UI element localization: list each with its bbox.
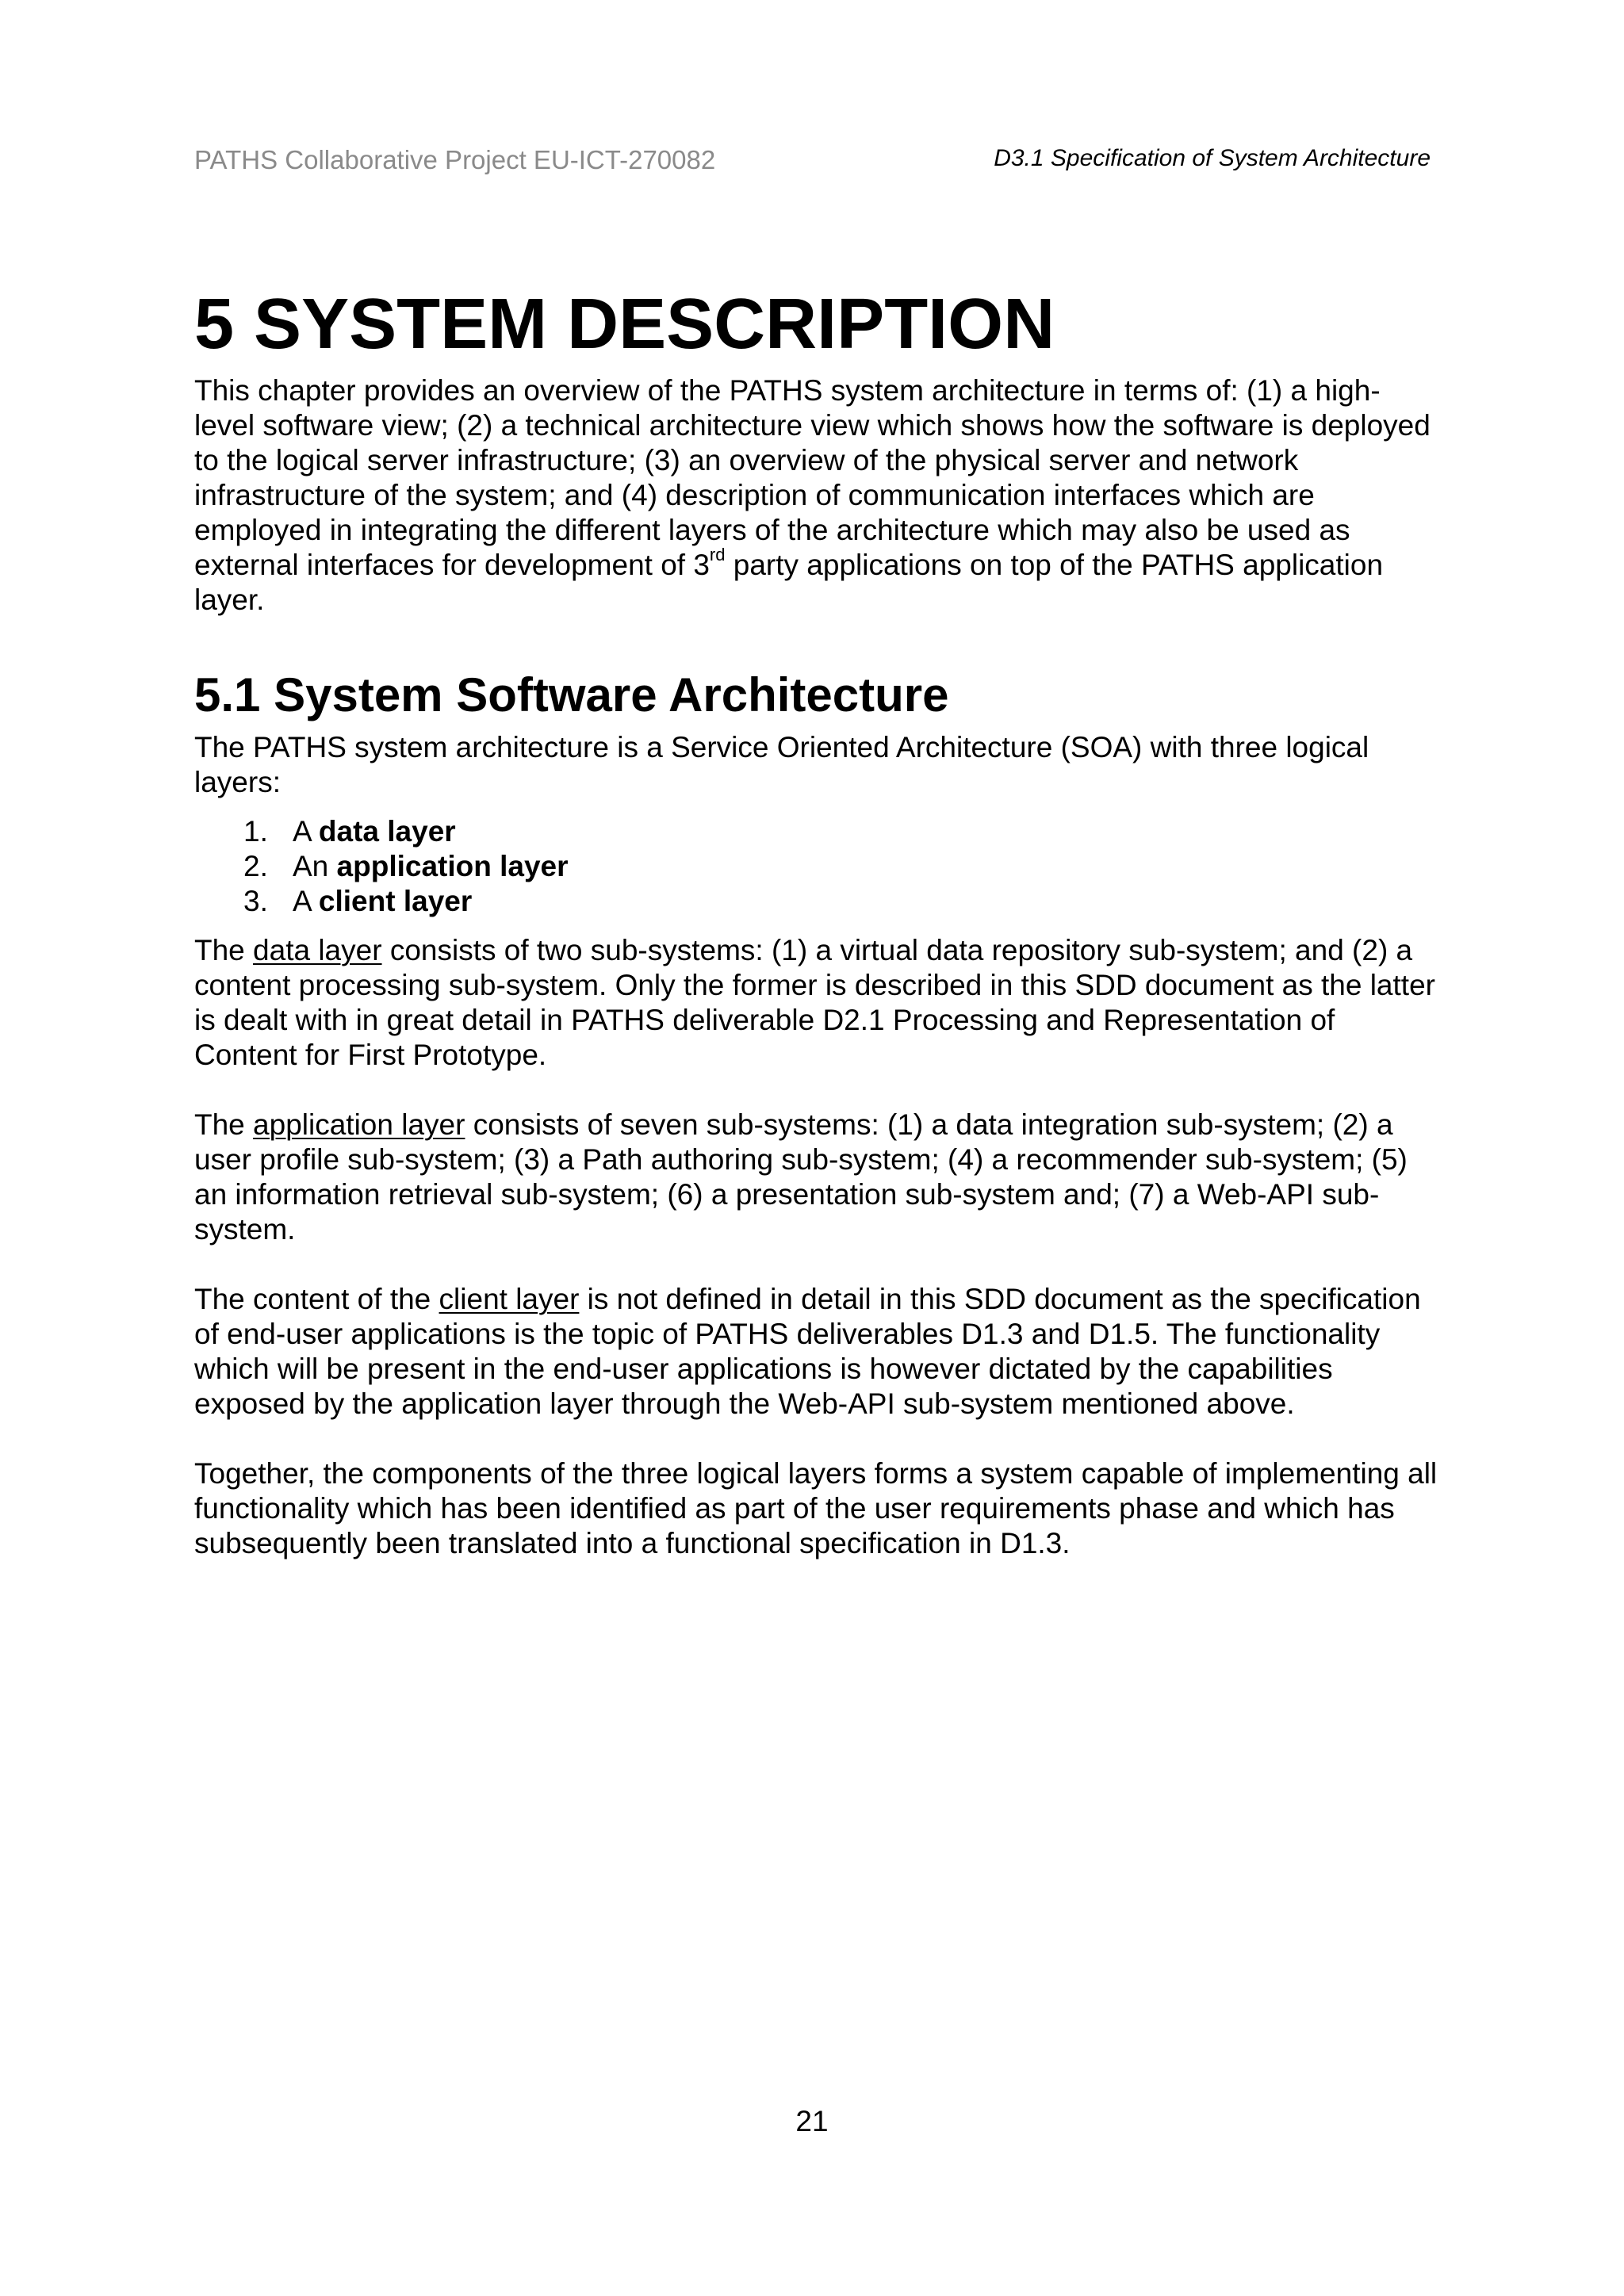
layer-list xyxy=(194,814,1439,919)
page-number: 21 xyxy=(795,2105,829,2137)
list-prefix: A xyxy=(293,885,319,917)
paragraph-text: The content of the xyxy=(194,1283,439,1315)
chapter-title: 5 SYSTEM DESCRIPTION xyxy=(194,285,1055,364)
data-layer-term: data layer xyxy=(253,934,382,966)
summary-paragraph: Together, the components of the three logical layers forms a system capable of implementing all functionality which has been identified as part of the user requirements phase and which has subsequently been translated into a functional specification in D1.3. xyxy=(194,1457,1438,1559)
list-bold-term: application layer xyxy=(336,850,569,882)
client-layer-term: client layer xyxy=(439,1283,580,1315)
intro-superscript: rd xyxy=(709,545,726,564)
header-document-title: D3.1 Specification of System Architecture xyxy=(994,145,1431,171)
list-number: 1. xyxy=(243,815,268,848)
header-project: PATHS Collaborative Project EU-ICT-270082 xyxy=(194,145,716,174)
list-number: 2. xyxy=(243,850,268,882)
list-prefix: An xyxy=(293,850,337,882)
paragraph-text: is not defined in detail in this SDD document as the specification of end-user applications is the topic of PATHS deliverables D1.3 and D1.5. The functionality which will be present in the end-user applications is however dictated by the capabilities exposed by the application layer through the Web-API sub-system mentioned above. xyxy=(194,1283,1421,1420)
section-lead: The PATHS system architecture is a Service Oriented Architecture (SOA) with three logical layers: xyxy=(194,731,1369,798)
list-prefix: A xyxy=(293,815,319,848)
application-layer-paragraph xyxy=(194,1108,1439,1247)
list-number: 3. xyxy=(243,885,268,917)
list-bold-term: client layer xyxy=(318,885,473,917)
list-item xyxy=(243,849,1439,884)
data-layer-paragraph xyxy=(194,933,1439,1073)
paragraph-text: The xyxy=(194,1108,254,1141)
application-layer-term: application layer xyxy=(253,1108,465,1141)
paragraph-text: consists of seven sub-systems: (1) a data integration sub-system; (2) a user profile sub-system; (3) a Path authoring sub-system; (4) a recommender sub-system; (5) an information retrieval sub-system; (6) a presentation sub-system and; (7) a Web-API sub-system. xyxy=(194,1108,1408,1246)
list-item xyxy=(243,814,1439,849)
paragraph-text: The xyxy=(194,934,254,966)
intro-text-b: party applications on top of the PATHS application layer. xyxy=(194,549,1384,616)
client-layer-paragraph xyxy=(194,1282,1439,1422)
list-item xyxy=(243,884,1439,919)
intro-text-a: This chapter provides an overview of the PATHS system architecture in terms of: (1) a high-level software view; (2) a technical architecture view which shows how the software is deployed to the logical server infrastructure; (3) an overview of the physical server and network infrastructure of the system; and (4) description of communication interfaces which are employed in integrating the different layers of the architecture which may also be used as external interfaces for development of 3 xyxy=(194,374,1431,581)
paragraph-text: consists of two sub-systems: (1) a virtual data repository sub-system; and (2) a content processing sub-system. Only the former is described in this SDD document as the latter is dealt with in great detail in PATHS deliverable D2.1 Processing and Representation of Content for First Prototype. xyxy=(194,934,1435,1071)
chapter-intro xyxy=(194,373,1439,618)
page-body xyxy=(194,285,1439,1561)
section-title: 5.1 System Software Architecture xyxy=(194,668,949,721)
list-bold-term: data layer xyxy=(318,815,456,848)
